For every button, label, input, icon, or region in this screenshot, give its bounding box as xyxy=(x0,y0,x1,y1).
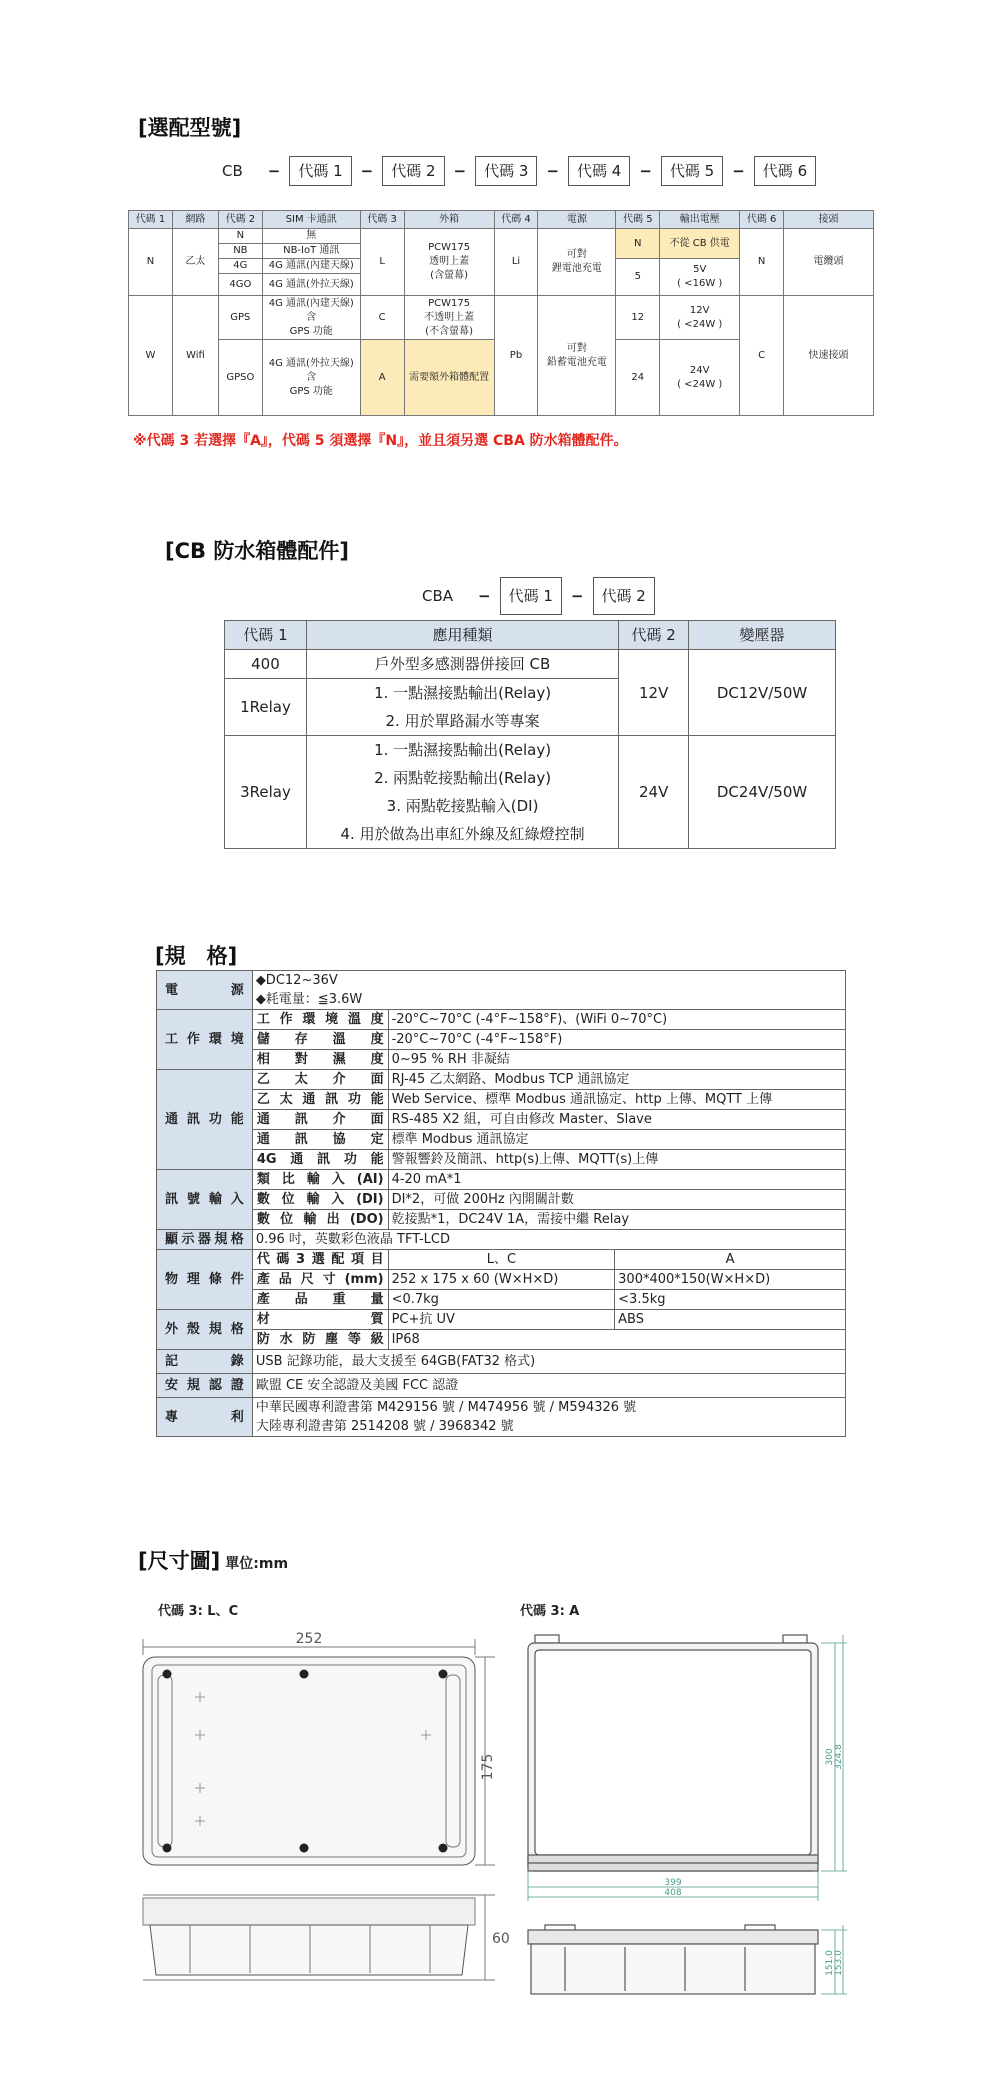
dim-324: 324.8 xyxy=(834,1744,844,1770)
dim-408: 408 xyxy=(664,1888,682,1898)
a-drawing xyxy=(525,1625,855,2005)
table-row: 通訊介面 RS-485 X2 組，可自由修改 Master、Slave xyxy=(157,1110,846,1130)
code-box-5: 代碼 5 xyxy=(661,156,723,186)
acc-code-box-1: 代碼 1 xyxy=(500,577,562,615)
dimension-section-title-wrap xyxy=(138,1545,288,1575)
dimension-section-title: [尺寸圖] xyxy=(138,1549,221,1573)
table-row: GPSO 4G 通訊(外拉天線)含 GPS 功能 A 需要額外箱體配置 24 24V ( <24W ) xyxy=(129,340,874,416)
model-table-header: 代碼 1 網路 代碼 2 SIM 卡通訊 代碼 3 外箱 代碼 4 電源 代碼 5 輸出電壓 代碼 6 接頭 xyxy=(129,211,874,229)
table-row: 防水防塵等級 IP68 xyxy=(157,1330,846,1350)
dim-153: 153.0 xyxy=(834,1950,844,1976)
model-note: ※代碼 3 若選擇『A』，代碼 5 須選擇『N』，並且須另選 CBA 防水箱體配件。 xyxy=(133,433,628,449)
table-row: 4G 4G 通訊(內建天線) 5 5V ( <16W ) xyxy=(129,259,874,274)
table-row: 4G通訊功能 警報響鈴及簡訊、http(s)上傳、MQTT(s)上傳 xyxy=(157,1150,846,1170)
accessory-section-title: [CB 防水箱體配件] xyxy=(165,539,349,563)
spec-table xyxy=(156,970,846,1437)
table-row: NB NB-IoT 通訊 xyxy=(129,244,874,259)
accessory-table-header: 代碼 1 應用種類 代碼 2 變壓器 xyxy=(225,621,836,650)
table-row: W Wifi GPS 4G 通訊(內建天線)含 GPS 功能 C PCW175 不透明上蓋 (不含螢幕) Pb 可對 鉛蓄電池充電 12 12V ( <24W ) C 快速接頭 xyxy=(129,296,874,318)
code-box-2: 代碼 2 xyxy=(382,156,444,186)
dimension-unit: 單位:mm xyxy=(225,1556,289,1572)
accessory-table xyxy=(224,620,836,849)
lc-drawing xyxy=(140,1625,520,1995)
code-box-4: 代碼 4 xyxy=(568,156,630,186)
dim-175: 175 xyxy=(480,1753,496,1781)
dim-399: 399 xyxy=(664,1878,682,1888)
table-row: 4. 用於做為出車紅外線及紅綠燈控制 xyxy=(225,820,836,849)
table-row: N 乙太 N 無 L PCW175 透明上蓋 (含螢幕) Li 可對 鋰電池充電 N 不從 CB 供電 N 電纜頭 xyxy=(129,229,874,244)
table-row: 3Relay 1. 一點濕接點輸出(Relay) 24V DC24V/50W xyxy=(225,736,836,765)
model-prefix: CB xyxy=(222,162,243,180)
dim-300: 300 xyxy=(825,1748,835,1766)
table-row: 安規認證 歐盟 CE 安全認證及美國 FCC 認證 xyxy=(157,1374,846,1398)
table-row: 乙太通訊功能 Web Service、標準 Modbus 通訊協定、http 上傳、MQTT 上傳 xyxy=(157,1090,846,1110)
table-row: 電源 ◆DC12~36V ◆耗電量：≦3.6W xyxy=(157,971,846,1010)
table-row: 產品尺寸(mm) 252 x 175 x 60 (W×H×D) 300*400*150(W×H×D) xyxy=(157,1270,846,1290)
code-box-1: 代碼 1 xyxy=(289,156,351,186)
accessory-code-row: CBA − 代碼 1 − 代碼 2 xyxy=(422,577,655,615)
table-row: 400 戶外型多感測器併接回 CB 12V DC12V/50W xyxy=(225,650,836,679)
model-section-title: [選配型號] xyxy=(138,116,242,140)
table-row: 記錄 USB 記錄功能，最大支援至 64GB(FAT32 格式) xyxy=(157,1350,846,1374)
table-row: 工作環境 工作環境溫度 -20°C~70°C (-4°F~158°F)、(WiFi 0~70°C) xyxy=(157,1010,846,1030)
accessory-prefix: CBA xyxy=(422,587,454,605)
table-row: 通訊協定 標準 Modbus 通訊協定 xyxy=(157,1130,846,1150)
model-table xyxy=(128,210,874,416)
table-row: 數位輸入(DI) DI*2，可做 200Hz 內開關計數 xyxy=(157,1190,846,1210)
table-row: 相對濕度 0~95 % RH 非凝結 xyxy=(157,1050,846,1070)
table-row: 訊號輸入 類比輸入(AI) 4-20 mA*1 xyxy=(157,1170,846,1190)
model-code-row: CB − 代碼 1 − 代碼 2 − 代碼 3 − 代碼 4 − 代碼 5 − 代碼 6 xyxy=(222,156,816,186)
acc-code-box-2: 代碼 2 xyxy=(593,577,655,615)
code-box-6: 代碼 6 xyxy=(754,156,816,186)
table-row: 2. 用於單路漏水等專案 xyxy=(225,707,836,736)
table-row: 2. 兩點乾接點輸出(Relay) xyxy=(225,764,836,792)
table-row: 數位輸出(DO) 乾接點*1，DC24V 1A，需接中繼 Relay xyxy=(157,1210,846,1230)
dim-60: 60 xyxy=(492,1931,510,1947)
table-row: 儲存溫度 -20°C~70°C (-4°F~158°F) xyxy=(157,1030,846,1050)
dim-151: 151.0 xyxy=(825,1950,835,1976)
table-row: 外殼規格 材質 PC+抗 UV ABS xyxy=(157,1310,846,1330)
table-row: 專利 中華民國專利證書第 M429156 號 / M474956 號 / M594326 號 大陸專利證書第 2514208 號 / 3968342 號 xyxy=(157,1398,846,1437)
right-drawing-label: 代碼 3: A xyxy=(520,1604,580,1619)
table-row: 4GO 4G 通訊(外拉天線) xyxy=(129,274,874,296)
table-row: 物理條件 代碼3選配項目 L、C A xyxy=(157,1250,846,1270)
table-row: 產品重量 <0.7kg <3.5kg xyxy=(157,1290,846,1310)
code-box-3: 代碼 3 xyxy=(475,156,537,186)
spec-section-title: [規 格] xyxy=(155,944,238,968)
table-row: 通訊功能 乙太介面 RJ-45 乙太網路、Modbus TCP 通訊協定 xyxy=(157,1070,846,1090)
left-drawing-label: 代碼 3: L、C xyxy=(158,1604,239,1619)
table-row: 3. 兩點乾接點輸入(DI) xyxy=(225,792,836,820)
table-row: 1Relay 1. 一點濕接點輸出(Relay) xyxy=(225,679,836,708)
table-row: 顯示器規格 0.96 吋，英數彩色液晶 TFT-LCD xyxy=(157,1230,846,1250)
dim-252: 252 xyxy=(295,1631,323,1647)
